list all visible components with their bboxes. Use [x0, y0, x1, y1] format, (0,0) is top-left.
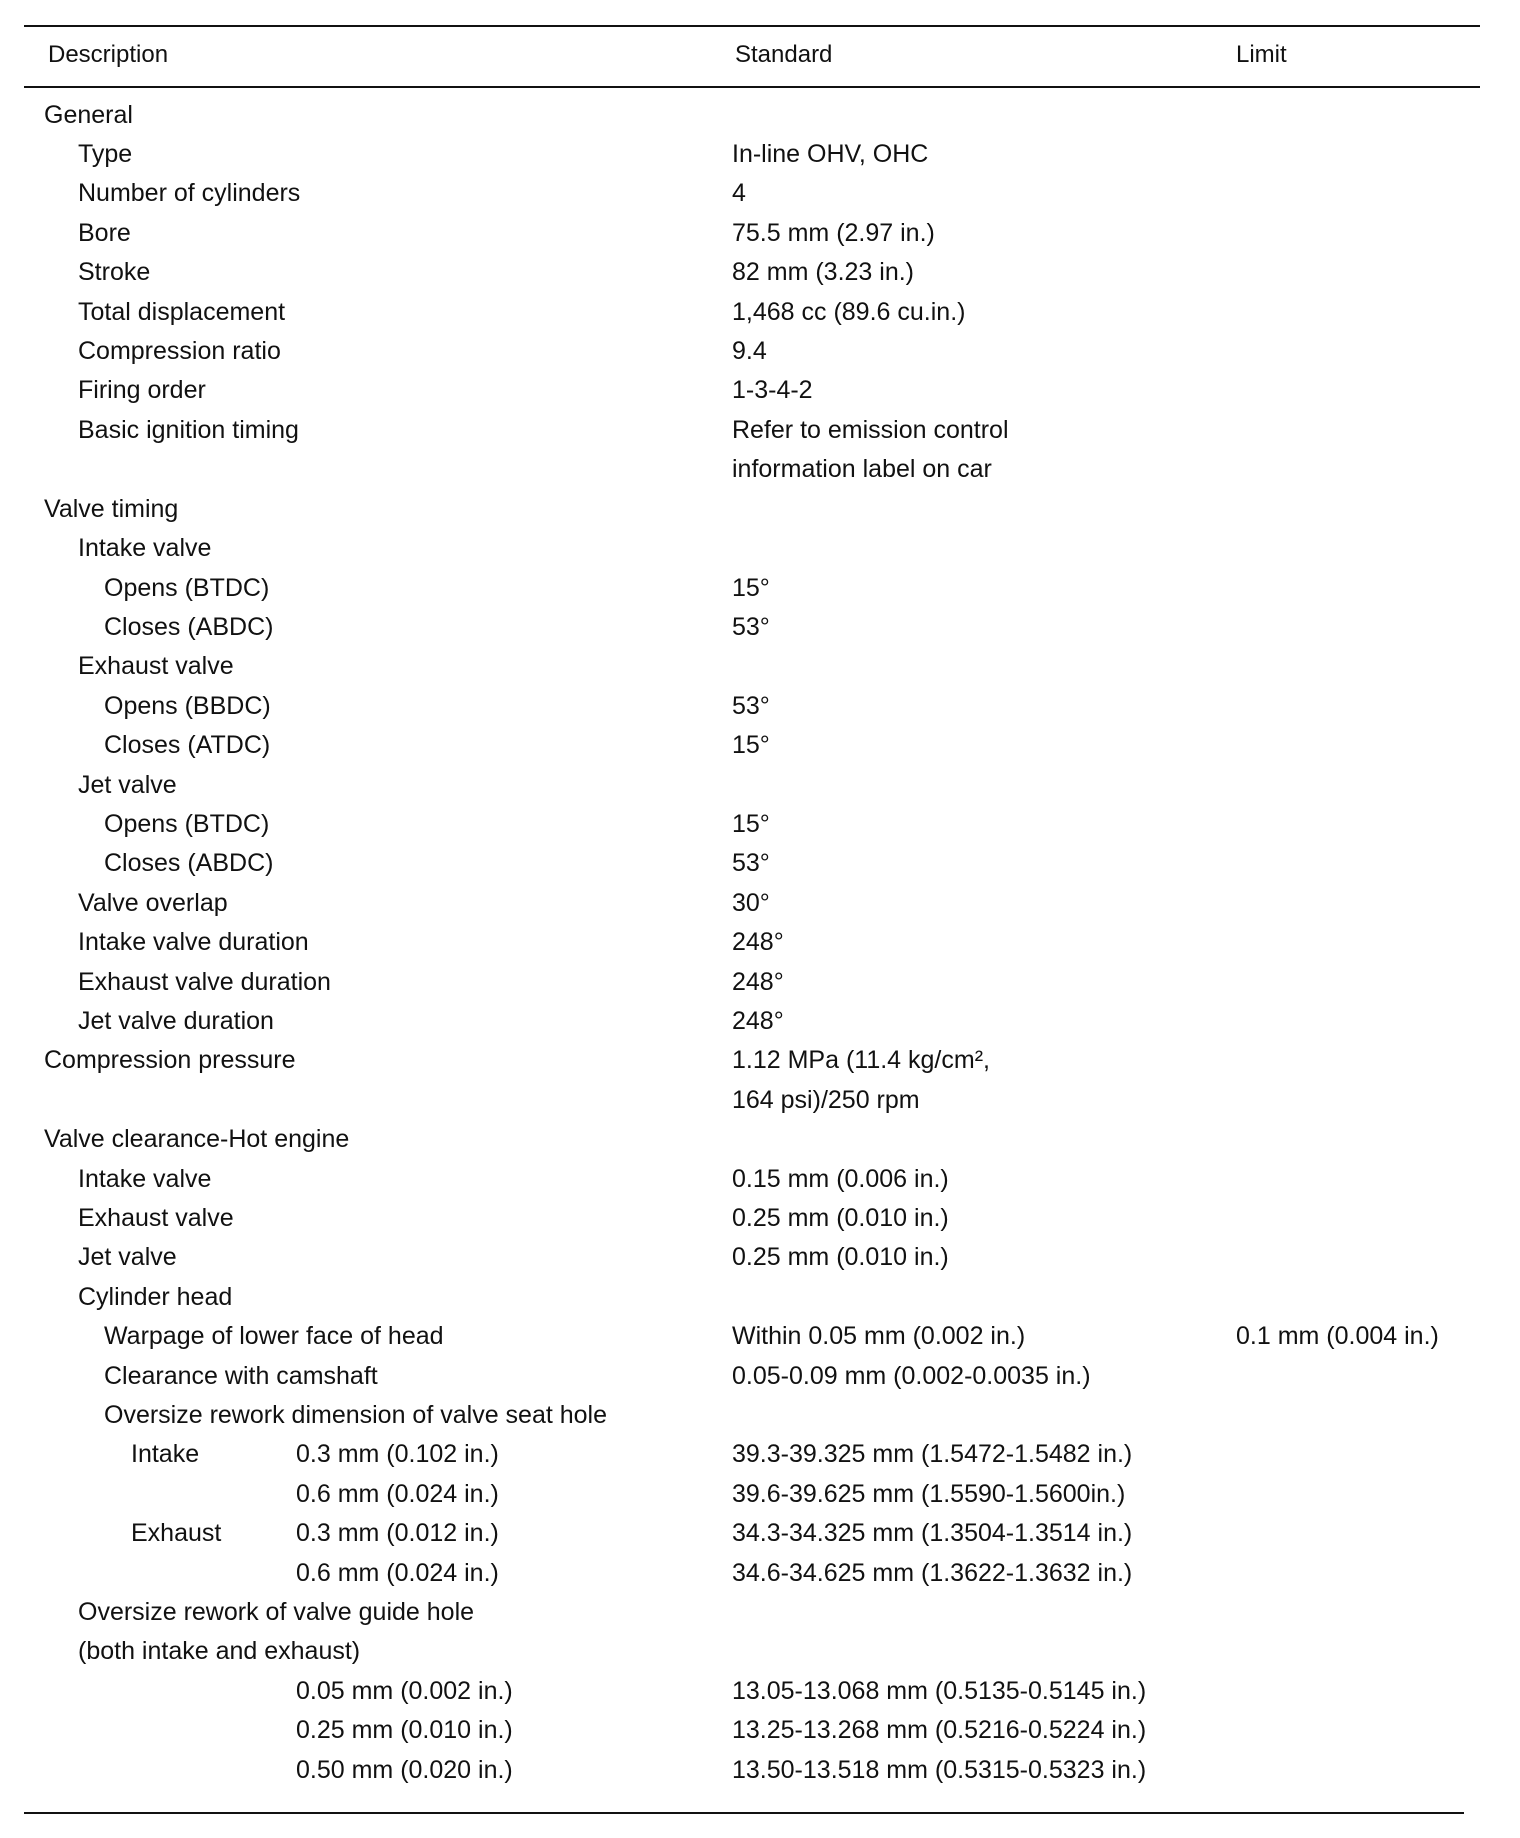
table-row	[0, 1120, 1520, 1159]
header-rule	[24, 86, 1480, 88]
description-cell: Jet valve duration	[78, 1007, 274, 1035]
description-cell: Closes (ATDC)	[104, 731, 271, 759]
description-cell: Intake valve duration	[78, 928, 309, 956]
standard-cell: 53°	[732, 849, 770, 877]
table-row	[0, 1475, 1520, 1514]
standard-cell: 1,468 cc (89.6 cu.in.)	[732, 298, 966, 326]
standard-cell: 4	[732, 179, 746, 207]
description-cell: General	[44, 101, 133, 129]
header-standard: Standard	[735, 41, 833, 68]
standard-cell: 9.4	[732, 337, 767, 365]
top-rule	[24, 25, 1480, 27]
table-row	[0, 135, 1520, 174]
standard-cell: 1-3-4-2	[732, 376, 813, 404]
description-cell: Exhaust valve	[78, 1204, 234, 1232]
standard-cell: 39.6-39.625 mm (1.5590-1.5600in.)	[732, 1480, 1126, 1508]
description-cell: Type	[78, 140, 133, 168]
table-row	[0, 371, 1520, 410]
table-row	[0, 1711, 1520, 1750]
table-row	[0, 884, 1520, 923]
description-cell: Number of cylinders	[78, 179, 301, 207]
standard-cell: 34.3-34.325 mm (1.3504-1.3514 in.)	[732, 1519, 1133, 1547]
standard-cell: 248°	[732, 928, 784, 956]
standard-cell: information label on car	[732, 455, 992, 483]
table-row	[0, 1514, 1520, 1553]
standard-cell: 39.3-39.325 mm (1.5472-1.5482 in.)	[732, 1440, 1133, 1468]
description-cell: Opens (BTDC)	[104, 810, 270, 838]
description-cell: Bore	[78, 219, 131, 247]
table-row	[0, 450, 1520, 489]
rework-size-cell: 0.05 mm (0.002 in.)	[296, 1677, 513, 1705]
standard-cell: 0.25 mm (0.010 in.)	[732, 1204, 949, 1232]
description-cell: Firing order	[78, 376, 206, 404]
standard-cell: Within 0.05 mm (0.002 in.)	[732, 1322, 1026, 1350]
table-row	[0, 569, 1520, 608]
table-row	[0, 214, 1520, 253]
table-row	[0, 1081, 1520, 1120]
rework-size-cell: 0.6 mm (0.024 in.)	[296, 1559, 499, 1587]
table-row	[0, 1317, 1520, 1356]
table-row	[0, 1278, 1520, 1317]
standard-cell: 0.15 mm (0.006 in.)	[732, 1165, 949, 1193]
table-row	[0, 529, 1520, 568]
description-cell: Closes (ABDC)	[104, 849, 274, 877]
table-row	[0, 766, 1520, 805]
description-cell: Cylinder head	[78, 1283, 233, 1311]
standard-cell: Refer to emission control	[732, 416, 1009, 444]
description-cell: Valve timing	[44, 495, 179, 523]
table-row	[0, 1672, 1520, 1711]
description-cell: (both intake and exhaust)	[78, 1637, 361, 1665]
table-row	[0, 1751, 1520, 1790]
standard-cell: 34.6-34.625 mm (1.3622-1.3632 in.)	[732, 1559, 1133, 1587]
table-row	[0, 608, 1520, 647]
description-cell: Opens (BTDC)	[104, 574, 270, 602]
table-row	[0, 293, 1520, 332]
description-cell: Compression pressure	[44, 1046, 296, 1074]
rework-size-cell: 0.25 mm (0.010 in.)	[296, 1716, 513, 1744]
header-description: Description	[48, 41, 169, 68]
table-row	[0, 253, 1520, 292]
table-row	[0, 805, 1520, 844]
standard-cell: 15°	[732, 810, 770, 838]
table-row	[0, 96, 1520, 135]
table-row	[0, 1002, 1520, 1041]
table-row	[0, 1593, 1520, 1632]
description-cell: Intake valve	[78, 534, 212, 562]
description-cell: Exhaust valve duration	[78, 968, 331, 996]
standard-cell: 0.25 mm (0.010 in.)	[732, 1243, 949, 1271]
bottom-rule	[24, 1812, 1464, 1814]
description-cell: Exhaust valve	[78, 652, 234, 680]
description-cell: Oversize rework dimension of valve seat hole	[104, 1401, 608, 1429]
table-row	[0, 1396, 1520, 1435]
standard-cell: 75.5 mm (2.97 in.)	[732, 219, 935, 247]
description-cell: Intake	[131, 1440, 200, 1468]
limit-cell: 0.1 mm (0.004 in.)	[1236, 1322, 1439, 1350]
standard-cell: 164 psi)/250 rpm	[732, 1086, 920, 1114]
table-row	[0, 1160, 1520, 1199]
description-cell: Oversize rework of valve guide hole	[78, 1598, 475, 1626]
description-cell: Valve overlap	[78, 889, 228, 917]
description-cell: Opens (BBDC)	[104, 692, 271, 720]
rework-size-cell: 0.3 mm (0.102 in.)	[296, 1440, 499, 1468]
description-cell: Closes (ABDC)	[104, 613, 274, 641]
standard-cell: 13.25-13.268 mm (0.5216-0.5224 in.)	[732, 1716, 1147, 1744]
header-limit: Limit	[1236, 41, 1287, 68]
standard-cell: 0.05-0.09 mm (0.002-0.0035 in.)	[732, 1362, 1091, 1390]
rework-size-cell: 0.6 mm (0.024 in.)	[296, 1480, 499, 1508]
rework-size-cell: 0.3 mm (0.012 in.)	[296, 1519, 499, 1547]
description-cell: Intake valve	[78, 1165, 212, 1193]
table-row	[0, 1554, 1520, 1593]
table-row	[0, 1041, 1520, 1080]
table-row	[0, 726, 1520, 765]
standard-cell: 13.50-13.518 mm (0.5315-0.5323 in.)	[732, 1756, 1147, 1784]
table-row	[0, 174, 1520, 213]
table-row	[0, 844, 1520, 883]
table-row	[0, 1435, 1520, 1474]
description-cell: Jet valve	[78, 1243, 177, 1271]
table-row	[0, 411, 1520, 450]
description-cell: Basic ignition timing	[78, 416, 299, 444]
table-row	[0, 1199, 1520, 1238]
standard-cell: In-line OHV, OHC	[732, 140, 929, 168]
standard-cell: 248°	[732, 968, 784, 996]
standard-cell: 15°	[732, 574, 770, 602]
description-cell: Exhaust	[131, 1519, 222, 1547]
table-row	[0, 923, 1520, 962]
standard-cell: 1.12 MPa (11.4 kg/cm²,	[732, 1046, 990, 1074]
table-row	[0, 1238, 1520, 1277]
table-row	[0, 1632, 1520, 1671]
description-cell: Valve clearance-Hot engine	[44, 1125, 350, 1153]
table-row	[0, 1357, 1520, 1396]
standard-cell: 248°	[732, 1007, 784, 1035]
table-row	[0, 332, 1520, 371]
standard-cell: 30°	[732, 889, 770, 917]
description-cell: Total displacement	[78, 298, 286, 326]
description-cell: Jet valve	[78, 771, 177, 799]
standard-cell: 82 mm (3.23 in.)	[732, 258, 915, 286]
table-row	[0, 490, 1520, 529]
description-cell: Clearance with camshaft	[104, 1362, 378, 1390]
description-cell: Stroke	[78, 258, 151, 286]
standard-cell: 53°	[732, 613, 770, 641]
standard-cell: 15°	[732, 731, 770, 759]
table-row	[0, 647, 1520, 686]
rework-size-cell: 0.50 mm (0.020 in.)	[296, 1756, 513, 1784]
standard-cell: 53°	[732, 692, 770, 720]
standard-cell: 13.05-13.068 mm (0.5135-0.5145 in.)	[732, 1677, 1147, 1705]
description-cell: Compression ratio	[78, 337, 281, 365]
table-row	[0, 687, 1520, 726]
description-cell: Warpage of lower face of head	[104, 1322, 444, 1350]
table-row	[0, 963, 1520, 1002]
